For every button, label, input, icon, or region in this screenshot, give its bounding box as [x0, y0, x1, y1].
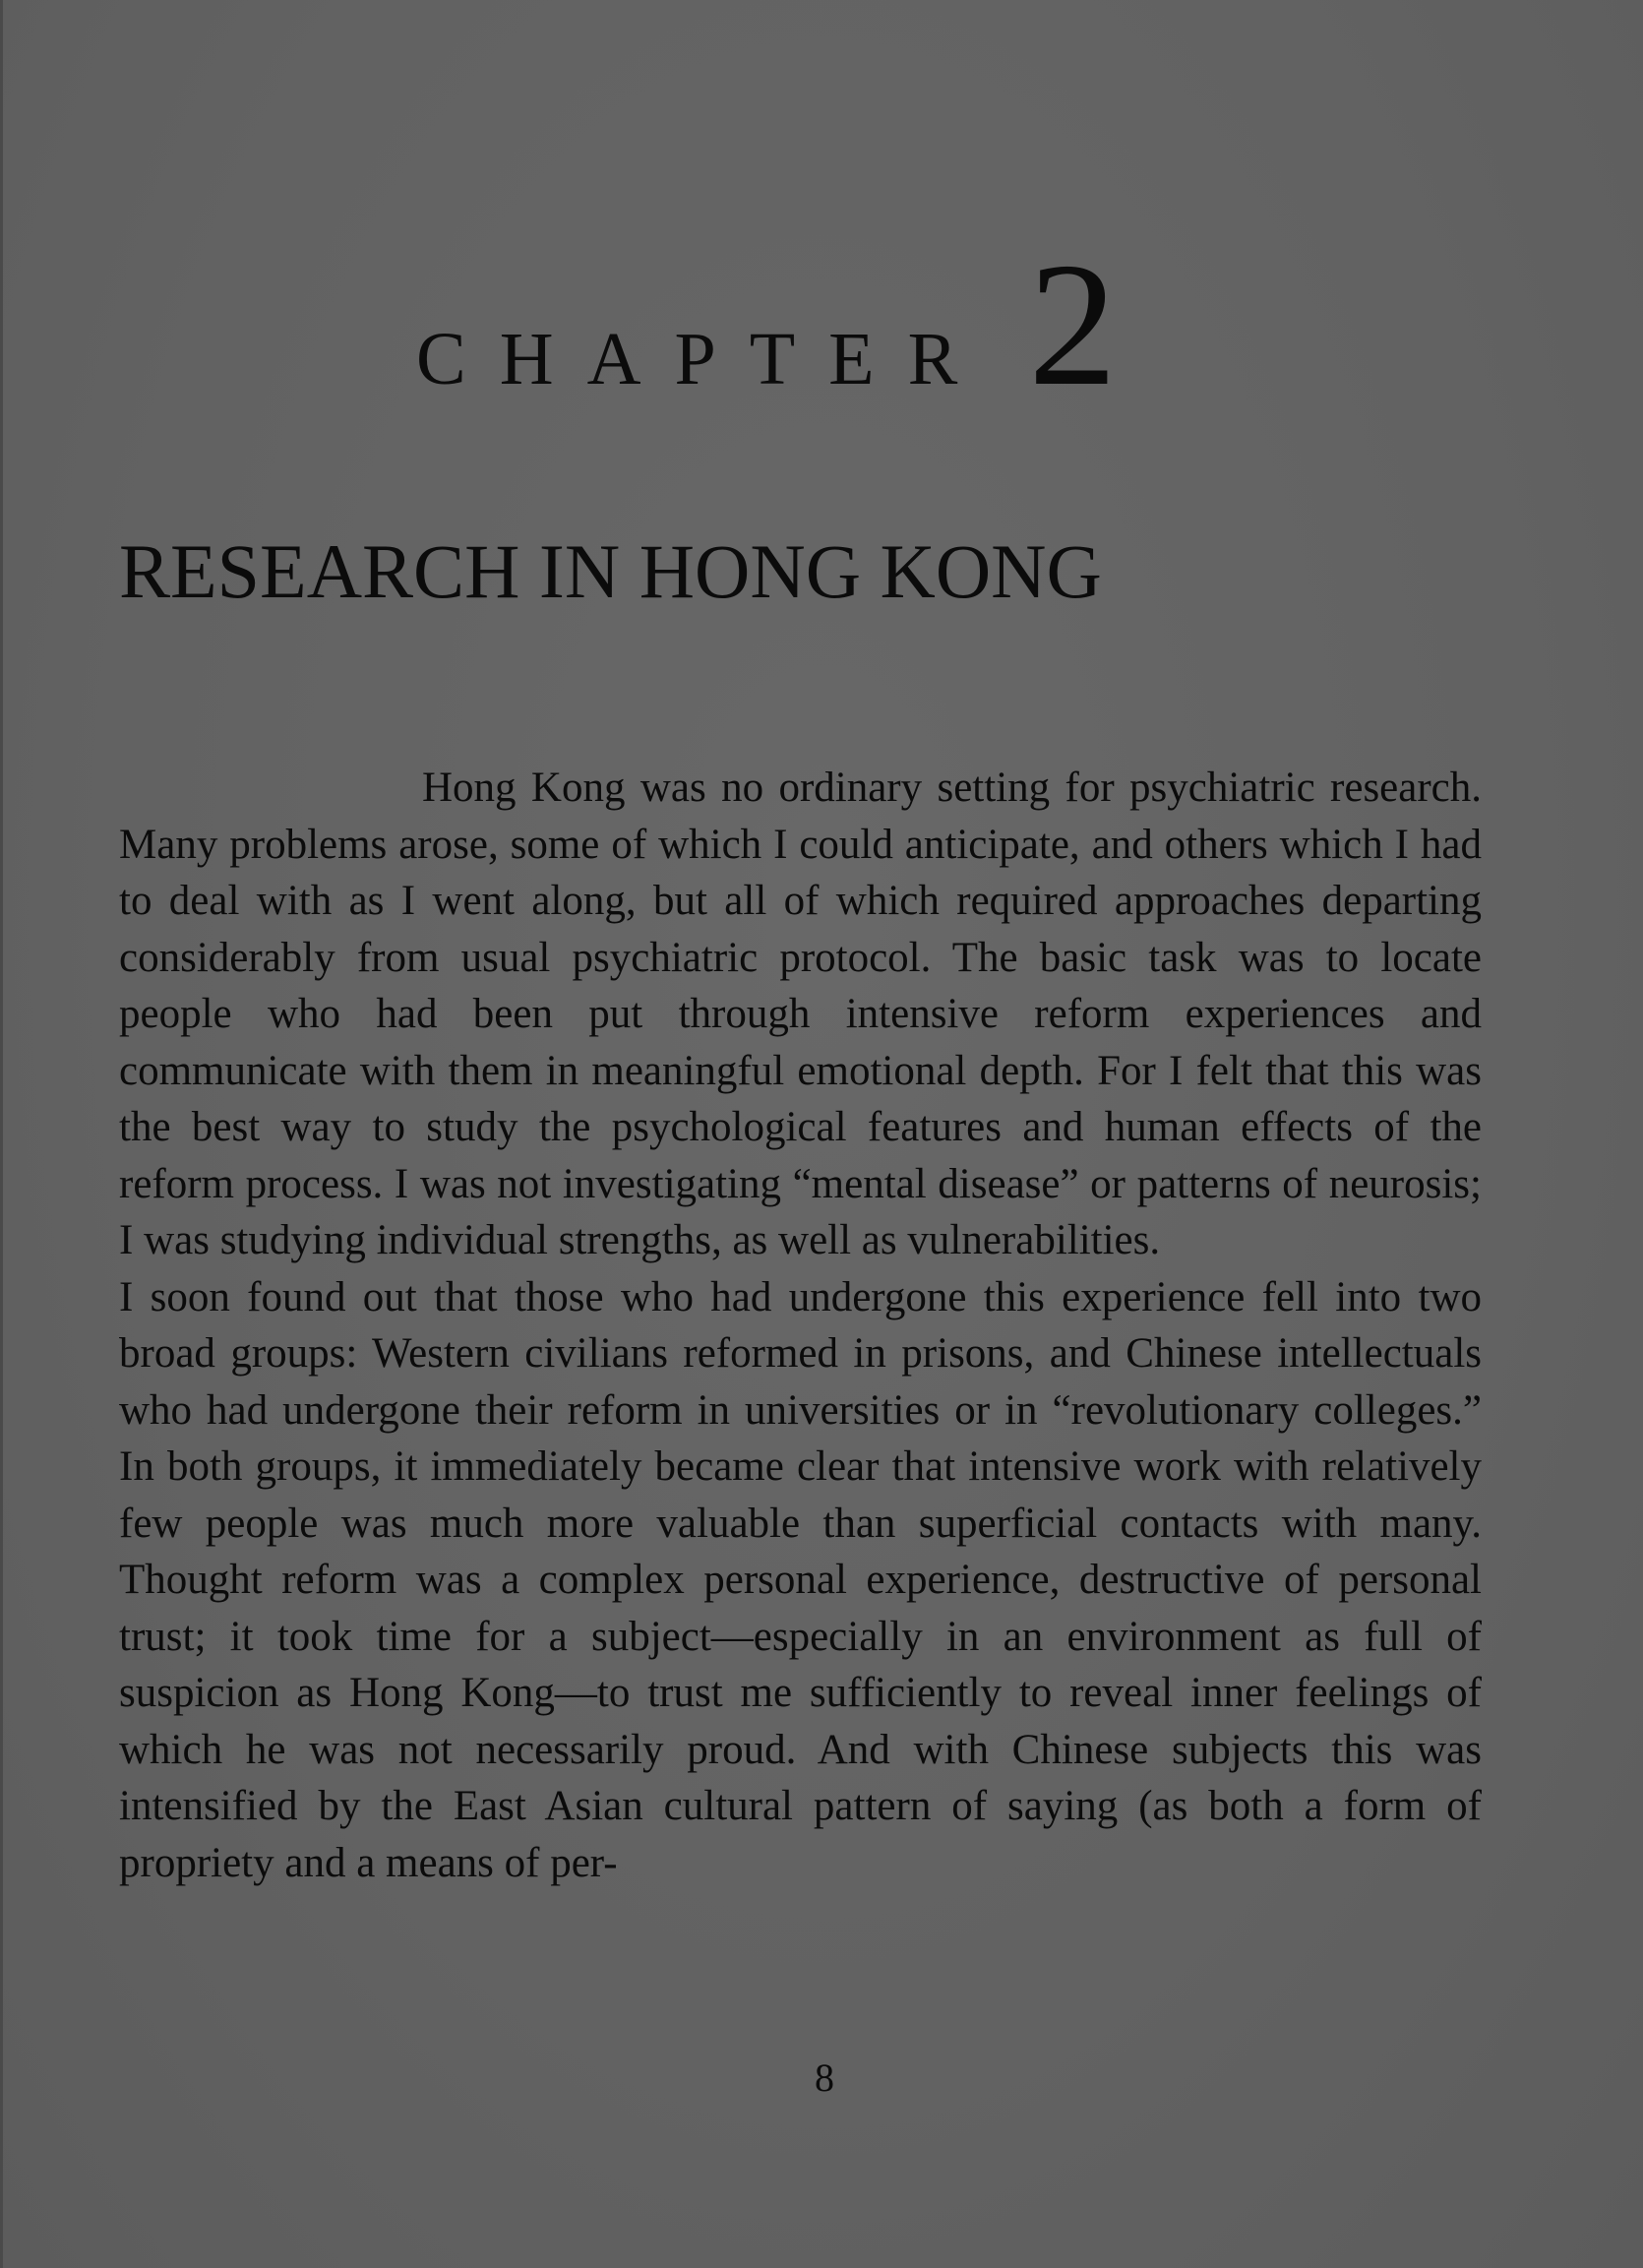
paragraph-2: I soon found out that those who had undergone this experience fell into two broad groups: Western civilians reformed in prisons, and Chinese intellectuals who had undergone their reform in universities or in “revolutionary colleges.” In both groups, it immediately became clear that intensive work with relatively few people was much more valuable than superficial contacts with many. Thought reform was a complex personal experience, destructive of personal trust; it took time for a subject—especially in an environment as full of suspicion as Hong Kong—to trust me sufficiently to reveal inner feelings of which he was not necessarily proud. And with Chinese subjects this was intensified by the East Asian cultural pattern of saying (as both a form of propriety and a means of per-: [119, 1273, 1482, 1886]
chapter-label: CHAPTER: [416, 318, 992, 400]
chapter-heading: [416, 226, 1118, 422]
paragraph-1: Hong Kong was no ordinary setting for psychiatric research. Many problems arose, some of which I could anticipate, and others which I had to deal with as I went along, but all of which required approaches departing considerably from usual psychiatric protocol. The basic task was to locate people who had been put through intensive reform experiences and communicate with them in meaningful emotional depth. For I felt that this was the best way to study the psychological features and human effects of the reform process. I was not investigating “mental disease” or patterns of neurosis; I was studying individual strengths, as well as vulnerabilities.: [119, 765, 1482, 1263]
chapter-title: RESEARCH IN HONG KONG: [119, 528, 1102, 614]
body-text: [119, 760, 1482, 1891]
page-number: 8: [815, 2055, 834, 2100]
chapter-number: 2: [1028, 226, 1118, 422]
